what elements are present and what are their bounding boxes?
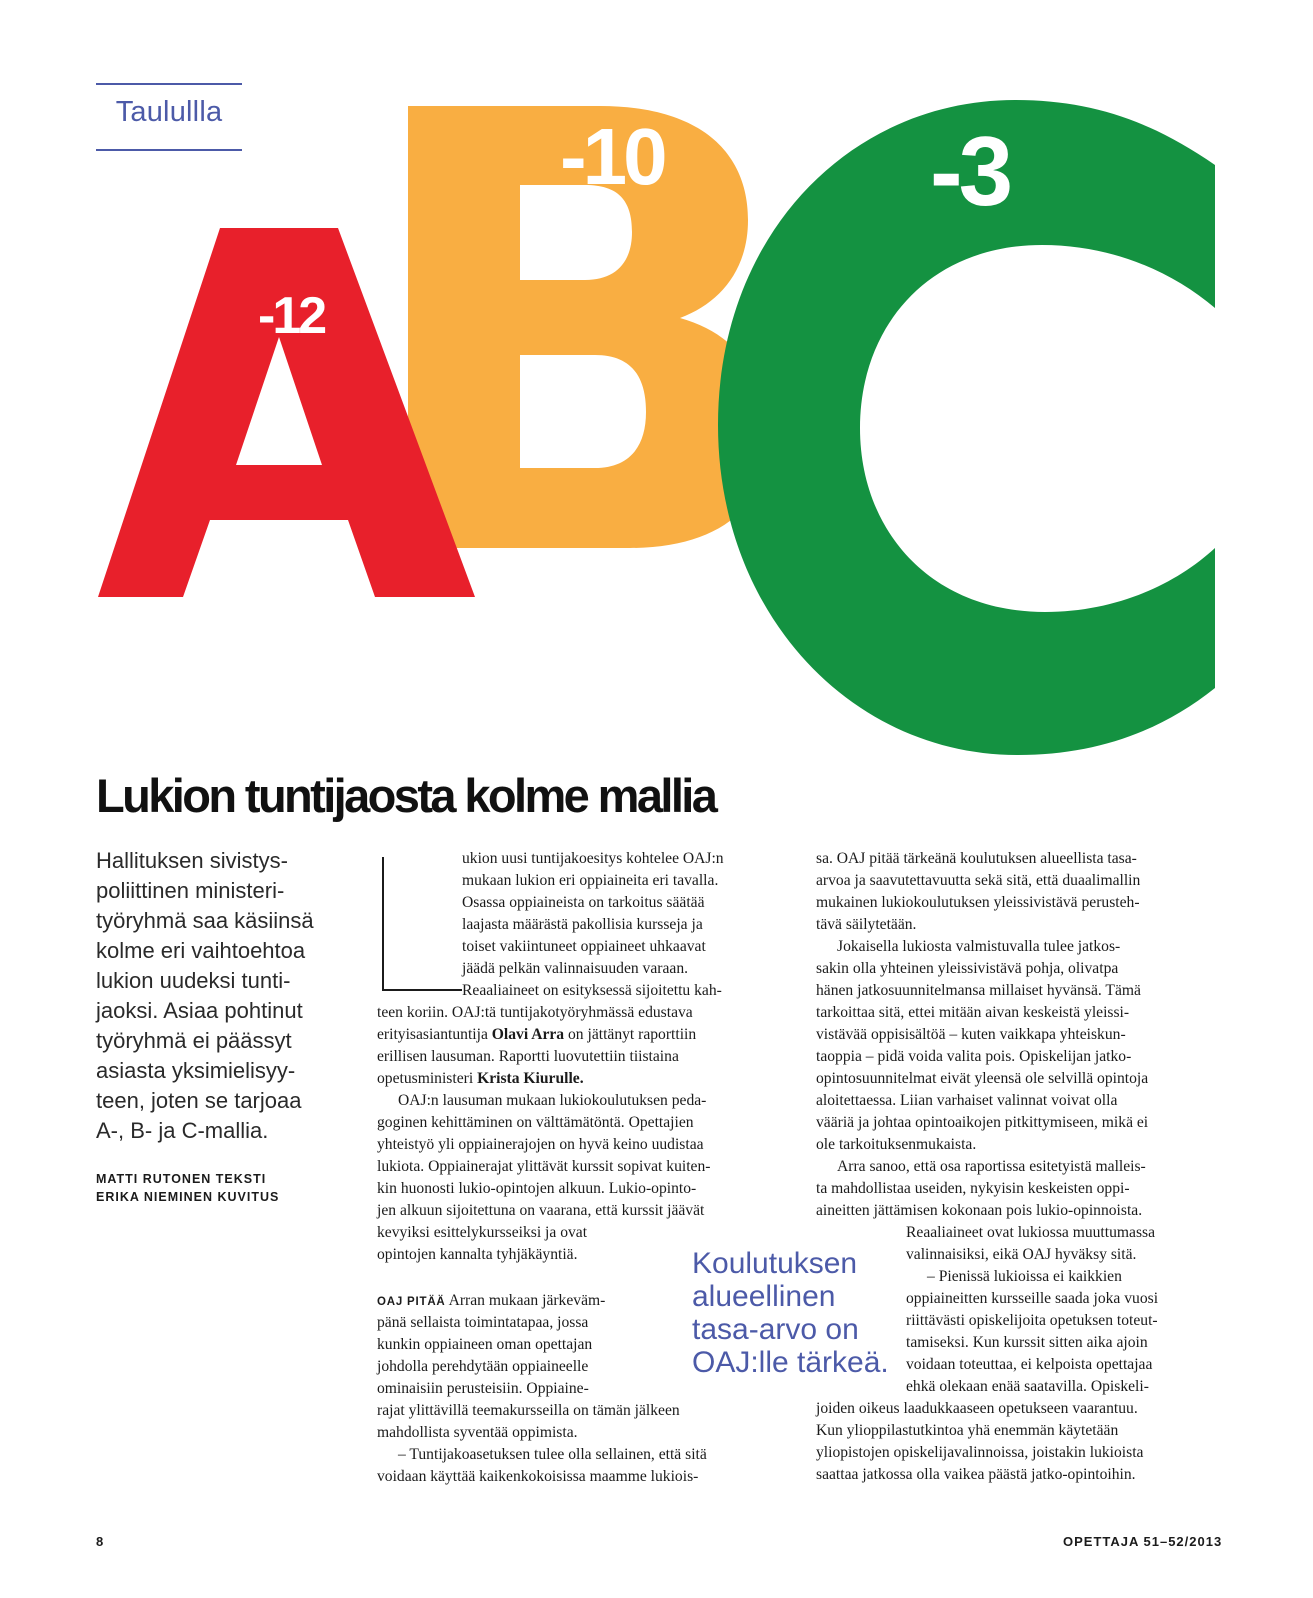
body-line: vistävää oppisisältöä – kuten vaikkapa yhteiskun- [816,1026,1126,1043]
body-line: yhteistyö yli oppiainerajojen on hyvä keino uudistaa [377,1136,704,1153]
lead-line: työryhmä saa käsiinsä [96,908,314,933]
body-line: laajasta määrästä pakollisia kursseja ja [462,916,703,933]
section-label: Taulullla [115,96,223,128]
lead-line: jaoksi. Asiaa pohtinut [96,998,303,1023]
body-line: kunkin oppiaineen oman opettajan [377,1336,593,1353]
body-line: Kun ylioppilastutkintoa yhä enemmän käytetään [816,1422,1119,1439]
body-line: mahdollista syventää oppimista. [377,1424,578,1441]
body-line: kin huonosti lukio-opintojen alkuun. Lukio-opinto- [377,1180,697,1197]
body-line: sa. OAJ pitää tärkeänä koulutuksen alueellista tasa- [816,850,1137,867]
body-line: erillisen lausuman. Raportti luovutettiin tiistaina [377,1048,679,1065]
number-a: -12 [258,287,325,345]
lead-line: lukion uudeksi tunti- [96,968,291,993]
body-line: taoppia – pidä voida valita pois. Opiskelijan jatko- [816,1048,1132,1065]
credit-illustration: ERIKA NIEMINEN KUVITUS [96,1190,280,1204]
pull-quote-line: tasa-arvo on [692,1313,859,1346]
body-line: pänä sellaista toimintatapaa, jossa [377,1314,589,1331]
body-line: opetusministeri Krista Kiurulle. [377,1070,584,1087]
body-line: Reaaliaineet ovat lukiossa muuttumassa [906,1224,1156,1241]
body-line: hänen jatkosuunnitelmansa millaiset hyvänsä. Tämä [816,982,1141,999]
abc-illustration [0,0,1313,760]
body-line: saattaa jatkossa olla vaikea päästä jatko-opintoihin. [816,1466,1136,1483]
body-line: yliopistojen opiskelijavalinnoissa, joistakin lukioista [816,1444,1144,1461]
body-line: johdolla perehdytään oppiaineelle [377,1358,589,1375]
body-line: jen alkuun sijoitettuna on vaarana, että kurssit jäävät [377,1202,705,1219]
body-line: ukion uusi tuntijakoesitys kohtelee OAJ:n [462,850,724,867]
body-line: ehkä olekaan enää saatavilla. Opiskeli- [906,1378,1149,1395]
lead-line: työryhmä ei päässyt [96,1028,292,1053]
body-line: tarkoittaa sitä, ettei mitään aivan keskeistä yleissi- [816,1004,1130,1021]
body-line: oppiaineitten kursseille saada joka vuosi [906,1290,1159,1307]
body-line: sakin olla yhteinen yleissivistävä pohja, olivatpa [816,960,1119,977]
body-line: ole tarkoituksenmukaista. [816,1136,977,1153]
body-line: arvoa ja saavutettavuutta sekä sitä, että duaalimallin [816,872,1141,889]
lead-line: poliittinen ministeri- [96,878,285,903]
body-line: joiden oikeus laadukkaaseen opetukseen vaarantuu. [816,1400,1138,1417]
number-b: -10 [560,112,664,201]
body-line: opintojen kannalta tyhjäkäyntiä. [377,1246,578,1263]
article-lead [96,846,336,1146]
body-line: mukaan lukion eri oppiaineita eri tavalla. [462,872,719,889]
body-line: rajat ylittävillä teemakursseilla on tämän jälkeen [377,1402,680,1419]
body-line: Reaaliaineet on esityksessä sijoitettu kah- [462,982,722,999]
lead-line: Hallituksen sivistys- [96,848,288,873]
body-line: Osassa oppiaineista on tarkoitus säätää [462,894,705,911]
pull-quote-line: alueellinen [692,1280,836,1313]
body-line: – Pienissä lukioissa ei kaikkien [927,1268,1122,1285]
body-line: vääriä ja johtaa opintoaikojen pitkittymiseen, mikä ei [816,1114,1149,1131]
body-line: OAJ PITÄÄ Arran mukaan järkeväm- [377,1292,606,1309]
body-line: mukainen lukiokoulutuksen yleissivistävä perusteh- [816,894,1140,911]
body-line: kevyiksi esittelykursseiksi ja ovat [377,1224,588,1241]
body-line: Arra sanoo, että osa raportissa esitetyistä malleis- [837,1158,1146,1175]
body-line: Jokaisella lukiosta valmistuvalla tulee jatkos- [837,938,1121,955]
publication-info: OPETTAJA 51–52/2013 [1063,1534,1223,1549]
body-line: tamiseksi. Kun kurssit sitten aika ajoin [906,1334,1148,1351]
body-line: voidaan käyttää kaikenkokoisissa maamme lukiois- [377,1468,699,1485]
subheading: OAJ PITÄÄ [377,1296,446,1308]
number-c: -3 [930,116,1010,226]
name-krista-kiurulle: Krista Kiurulle. [477,1070,584,1087]
body-line: ta mahdollistaa useiden, nykyisin keskeisten oppi- [816,1180,1130,1197]
body-line: voidaan toteuttaa, ei kelpoista opettajaa [906,1356,1153,1373]
body-line: erityisasiantuntija Olavi Arra on jättänyt raporttiin [377,1026,697,1043]
body-line: aineitten jättämisen kokonaan pois lukio-opinnoista. [816,1202,1143,1219]
body-line: lukiota. Oppiainerajat ylittävät kurssit sopivat kuiten- [377,1158,711,1175]
pull-quote-line: OAJ:lle tärkeä. [692,1346,889,1379]
drop-cap [382,857,462,991]
lead-line: kolme eri vaihtoehtoa [96,938,306,963]
page-number: 8 [96,1534,105,1549]
pull-quote [692,1247,892,1379]
pull-quote-line: Koulutuksen [692,1247,858,1280]
article-headline: Lukion tuntijaosta kolme mallia [96,769,716,822]
body-line: toiset vakiintuneet oppiaineet uhkaavat [462,938,706,955]
body-line: goginen kehittäminen on välttämätöntä. Opettajien [377,1114,694,1131]
credits [96,1170,279,1206]
credit-text: MATTI RUTONEN TEKSTI [96,1172,267,1186]
body-line: jäädä pelkän valinnaisuuden varaan. [462,960,689,977]
body-line: OAJ:n lausuman mukaan lukiokoulutuksen peda- [398,1092,707,1109]
body-line: valinnaisiksi, eikä OAJ hyväksy sitä. [906,1246,1137,1263]
body-line: teen koriin. OAJ:tä tuntijakotyöryhmässä edustava [377,1004,693,1021]
lead-line: A-, B- ja C-mallia. [96,1118,269,1143]
name-olavi-arra: Olavi Arra [491,1026,565,1043]
body-line: opintosuunnitelmat eivät yleensä ole selvillä opintoja [816,1070,1149,1087]
body-line: ominaisiin perusteisiin. Oppiaine- [377,1380,589,1397]
lead-line: teen, joten se tarjoaa [96,1088,302,1113]
body-line: tävä säilytetään. [816,916,917,933]
lead-line: asiasta yksimielisyy- [96,1058,296,1083]
body-line: – Tuntijakoasetuksen tulee olla sellainen, että sitä [398,1446,707,1463]
body-line: riittävästi opiskelijoita opetuksen toteut- [906,1312,1158,1329]
body-line: aloitettaessa. Liian varhaiset valinnat voivat olla [816,1092,1118,1109]
